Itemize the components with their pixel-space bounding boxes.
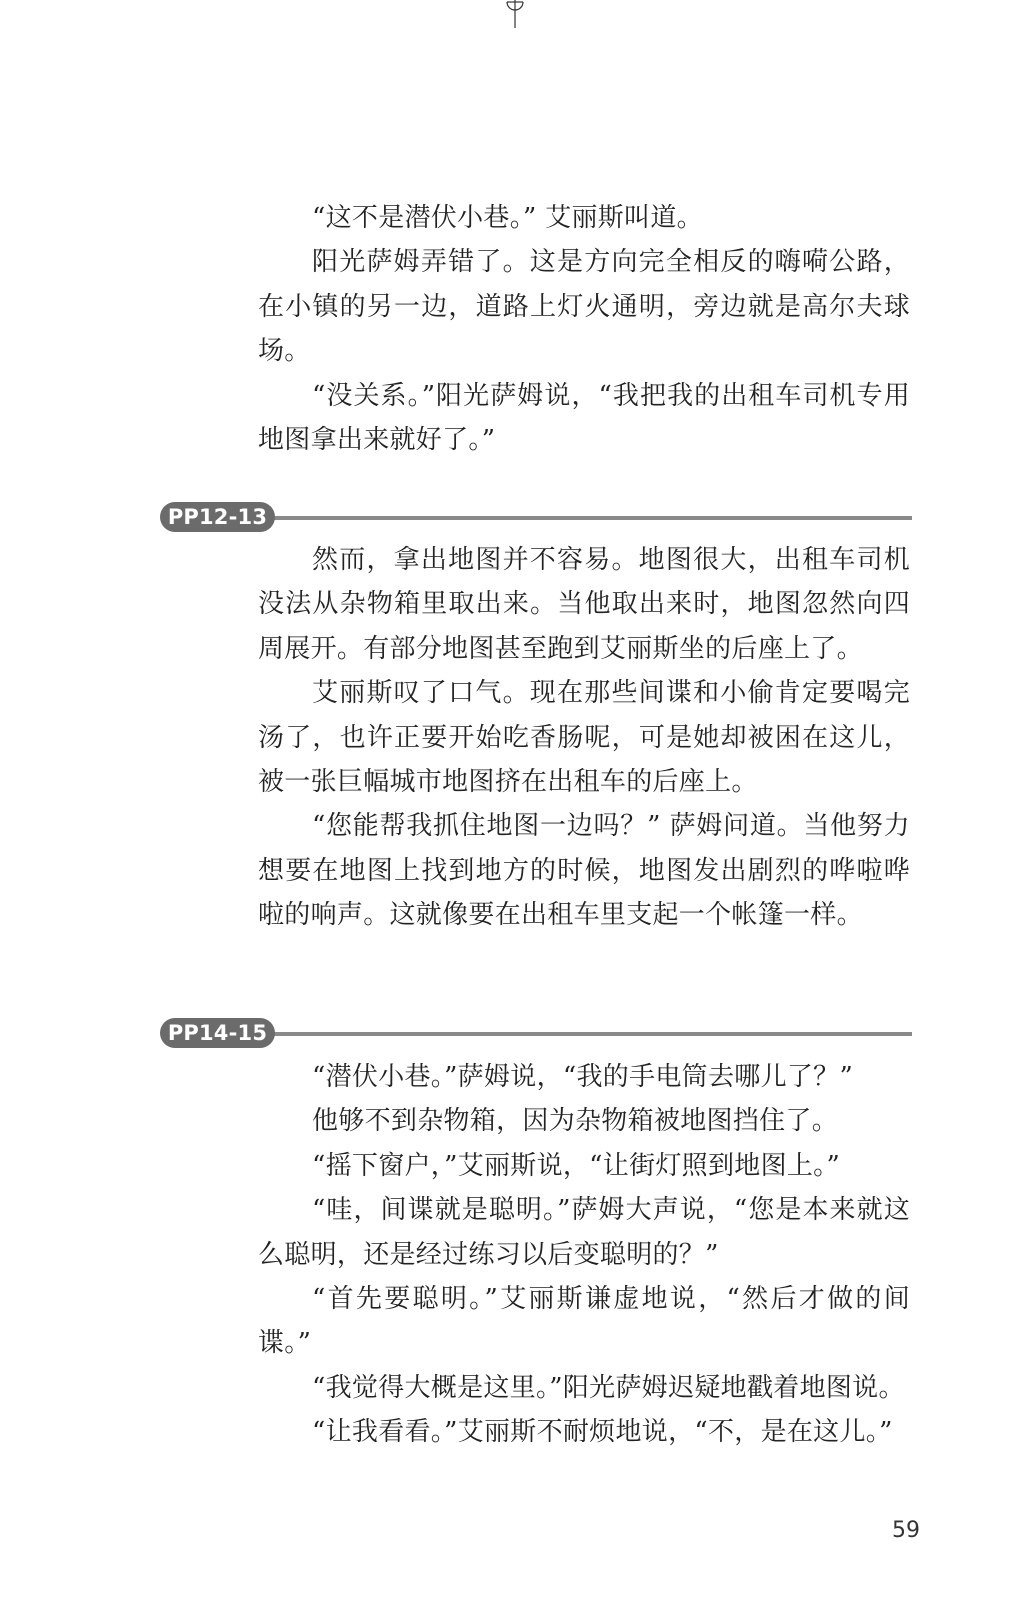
section-divider (272, 1032, 912, 1036)
paragraph: “首先要聪明。”艾丽斯谦虚地说，“然后才做的间谍。” (258, 1284, 910, 1359)
section-header-pp14-15 (160, 1018, 912, 1048)
paragraph: 他够不到杂物箱，因为杂物箱被地图挡住了。 (312, 1106, 839, 1137)
section-header-pp12-13 (160, 502, 912, 532)
paragraph: “哇，间谍就是聪明。”萨姆大声说，“您是本来就这么聪明，还是经过练习以后变聪明的？” (258, 1195, 910, 1270)
section-label: PP14-15 (160, 1018, 275, 1048)
intro-text (258, 196, 910, 462)
paragraph: “没关系。”阳光萨姆说，“我把我的出租车司机专用地图拿出来就好了。” (258, 380, 910, 456)
page-number: 59 (892, 1518, 920, 1543)
section-text-pp14-15 (258, 1055, 910, 1455)
crop-mark-icon (505, 0, 525, 28)
paragraph: “这不是潜伏小巷。” 艾丽斯叫道。 (312, 203, 703, 233)
paragraph: “我觉得大概是这里。”阳光萨姆迟疑地戳着地图说。 (312, 1372, 905, 1403)
paragraph: 然而，拿出地图并不容易。地图很大，出租车司机没法从杂物箱里取出来。当他取出来时，地图忽然向四周展开。有部分地图甚至跑到艾丽斯坐的后座上了。 (258, 545, 910, 664)
paragraph: 阳光萨姆弄错了。这是方向完全相反的嗨嗬公路，在小镇的另一边，道路上灯火通明，旁边就是高尔夫球场。 (258, 247, 910, 367)
paragraph: “摇下窗户，”艾丽斯说，“让街灯照到地图上。” (312, 1150, 841, 1181)
paragraph: “您能帮我抓住地图一边吗？” 萨姆问道。当他努力想要在地图上找到地方的时候，地图发出剧烈的哗啦哗啦的响声。这就像要在出租车里支起一个帐篷一样。 (258, 811, 910, 931)
paragraph: 艾丽斯叹了口气。现在那些间谍和小偷肯定要喝完汤了，也许正要开始吃香肠呢，可是她却被困在这儿，被一张巨幅城市地图挤在出租车的后座上。 (258, 678, 910, 798)
paragraph: “让我看看。”艾丽斯不耐烦地说，“不，是在这儿。” (312, 1417, 893, 1448)
paragraph: “潜伏小巷。”萨姆说，“我的手电筒去哪儿了？” (312, 1062, 854, 1092)
section-label: PP12-13 (160, 502, 275, 532)
section-text-pp12-13 (258, 538, 910, 938)
section-divider (272, 516, 912, 520)
